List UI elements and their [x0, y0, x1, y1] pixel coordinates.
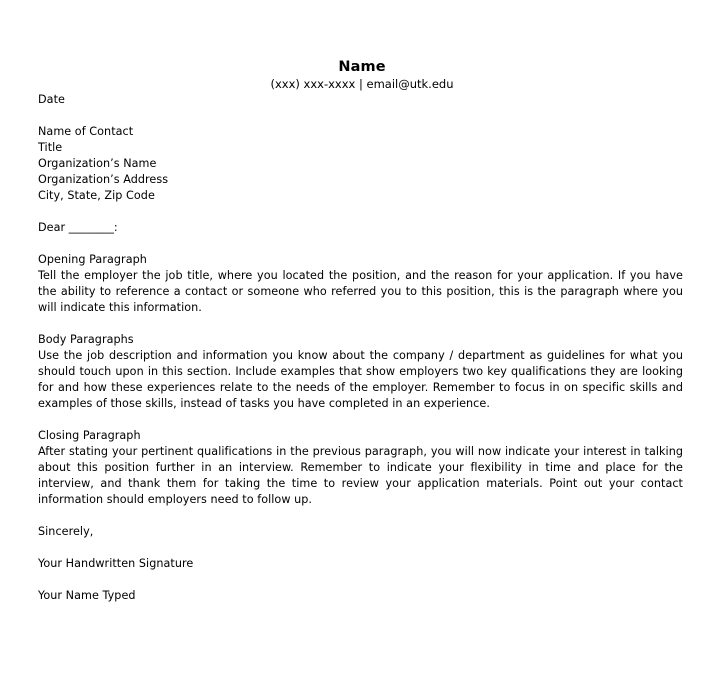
salutation: Dear ________: [38, 221, 118, 234]
header-name: Name [338, 59, 386, 75]
recipient-title: Title [38, 141, 63, 154]
date-line: Date [38, 93, 65, 106]
spacer [38, 572, 683, 588]
body-heading: Body Paragraphs [38, 333, 134, 346]
recipient-name: Name of Contact [38, 125, 134, 138]
spacer [38, 508, 683, 524]
spacer [38, 540, 683, 556]
opening-heading: Opening Paragraph [38, 253, 147, 266]
body-paragraph: Use the job description and information you know about the company / department as guidelines for what you should touch upon in this section. Include examples that show employers two key qualifications they are looking for and how these experiences relate to the needs of the employer. Remember to focus in on specific skills and examples of those skills, instead of tasks you have completed in an experience. [38, 349, 683, 410]
spacer [38, 316, 683, 332]
letter-body [38, 92, 683, 604]
complimentary-close: Sincerely, [38, 525, 94, 538]
recipient-organization: Organization’s Name [38, 157, 157, 170]
spacer [38, 236, 683, 252]
spacer [38, 412, 683, 428]
spacer [38, 204, 683, 220]
spacer [38, 108, 683, 124]
recipient-city-state-zip: City, State, Zip Code [38, 189, 155, 202]
typed-name-line: Your Name Typed [38, 589, 136, 602]
signature-line: Your Handwritten Signature [38, 557, 194, 570]
closing-heading: Closing Paragraph [38, 429, 141, 442]
header-contact-line: (xxx) xxx-xxxx | email@utk.edu [270, 77, 454, 91]
opening-paragraph: Tell the employer the job title, where you located the position, and the reason for your application. If you have the ability to reference a contact or someone who referred you to this position, this is the paragraph where you will indicate this information. [38, 269, 683, 314]
recipient-address: Organization’s Address [38, 173, 169, 186]
closing-paragraph: After stating your pertinent qualifications in the previous paragraph, you will now indicate your interest in talking about this position further in an interview. Remember to indicate your flexibility in time and place for the interview, and thank them for taking the time to review your application materials. Point out your contact information should employers need to follow up. [38, 445, 683, 506]
